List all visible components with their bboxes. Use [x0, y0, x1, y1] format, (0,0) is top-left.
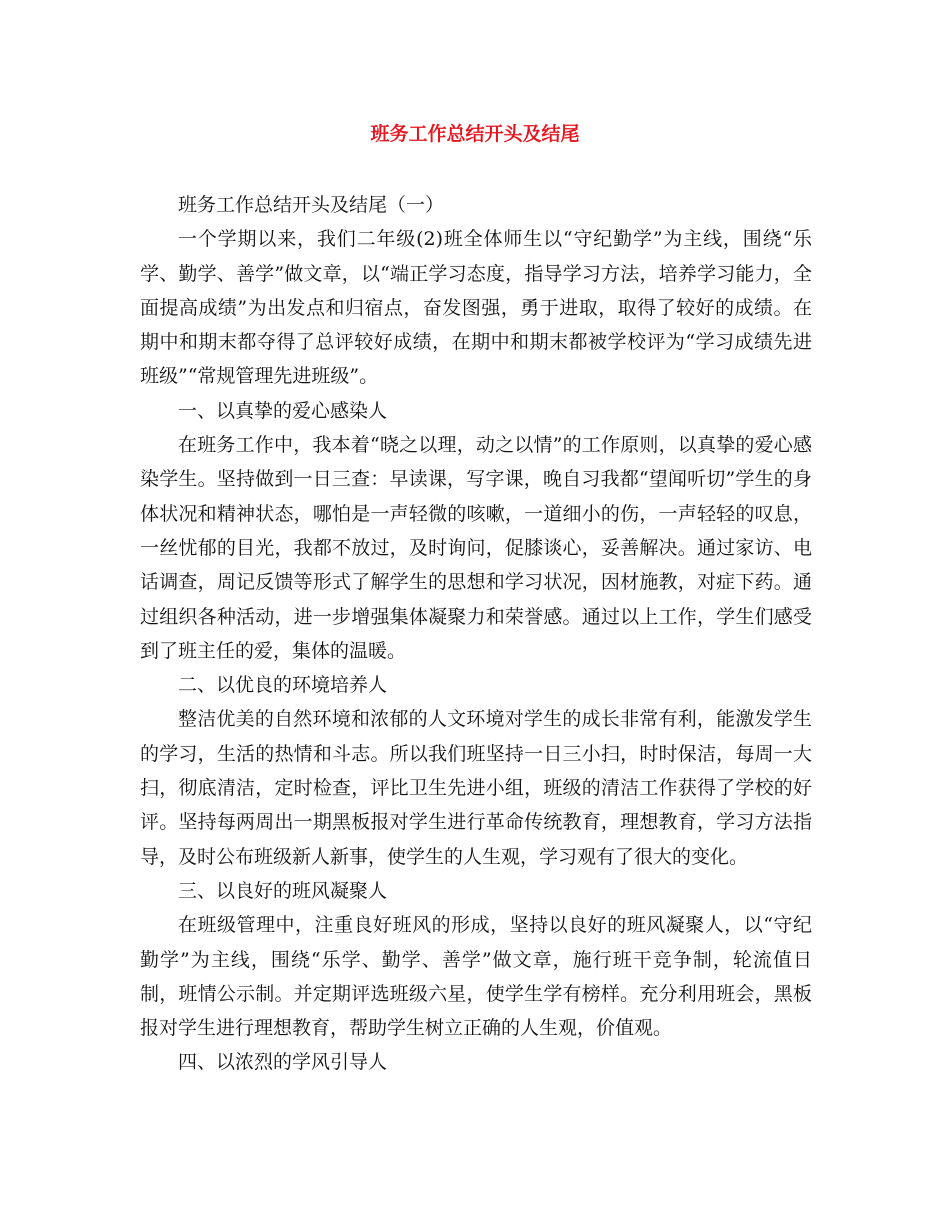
section-heading-2: 二、以优良的环境培养人	[178, 674, 388, 697]
section-heading-4: 四、以浓烈的学风引导人	[178, 1051, 388, 1074]
document-body	[140, 188, 812, 1080]
section-paragraph-2: 整洁优美的自然环境和浓郁的人文环境对学生的成长非常有利，能激发学生的学习，生活的热情和斗志。所以我们班坚持一日三小扫，时时保洁，每周一大扫，彻底清洁，定时检查，评比卫生先进小组，班级的清洁工作获得了学校的好评。坚持每两周出一期黑板报对学生进行革命传统教育，理想教育，学习方法指导，及时公布班级新人新事，使学生的人生观，学习观有了很大的变化。	[140, 708, 812, 868]
section-paragraph-1: 在班务工作中，我本着“晓之以理，动之以情”的工作原则，以真挚的爱心感染学生。坚持做到一日三查：早读课，写字课，晚自习我都“望闻听切”学生的身体状况和精神状态，哪怕是一声轻微的咳嗽，一道细小的伤，一声轻轻的叹息，一丝忧郁的目光，我都不放过，及时询问，促膝谈心，妥善解决。通过家访、电话调查，周记反馈等形式了解学生的思想和学习状况，因材施教，对症下药。通过组织各种活动，进一步增强集体凝聚力和荣誉感。通过以上工作，学生们感受到了班主任的爱，集体的温暖。	[140, 434, 812, 662]
section-heading-1: 一、以真挚的爱心感染人	[178, 399, 388, 422]
section-heading-3: 三、以良好的班风凝聚人	[178, 879, 388, 902]
subtitle-paragraph: 班务工作总结开头及结尾（一）	[178, 194, 445, 216]
section-paragraph-3: 在班级管理中，注重良好班风的形成，坚持以良好的班风凝聚人，以“守纪勤学”为主线，围绕“乐学、勤学、善学”做文章，施行班干竞争制，轮流值日制，班情公示制。并定期评选班级六星，使学生学有榜样。充分利用班会，黑板报对学生进行理想教育，帮助学生树立正确的人生观，价值观。	[140, 914, 812, 1040]
document-title: 班务工作总结开头及结尾	[370, 123, 580, 145]
intro-paragraph: 一个学期以来，我们二年级(2)班全体师生以“守纪勤学”为主线，围绕“乐学、勤学、善学”做文章，以“端正学习态度，指导学习方法，培养学习能力，全面提高成绩”为出发点和归宿点，奋发图强，勇于进取，取得了较好的成绩。在期中和期末都夺得了总评较好成绩，在期中和期末都被学校评为“学习成绩先进班级”“常规管理先进班级”。	[140, 228, 812, 388]
